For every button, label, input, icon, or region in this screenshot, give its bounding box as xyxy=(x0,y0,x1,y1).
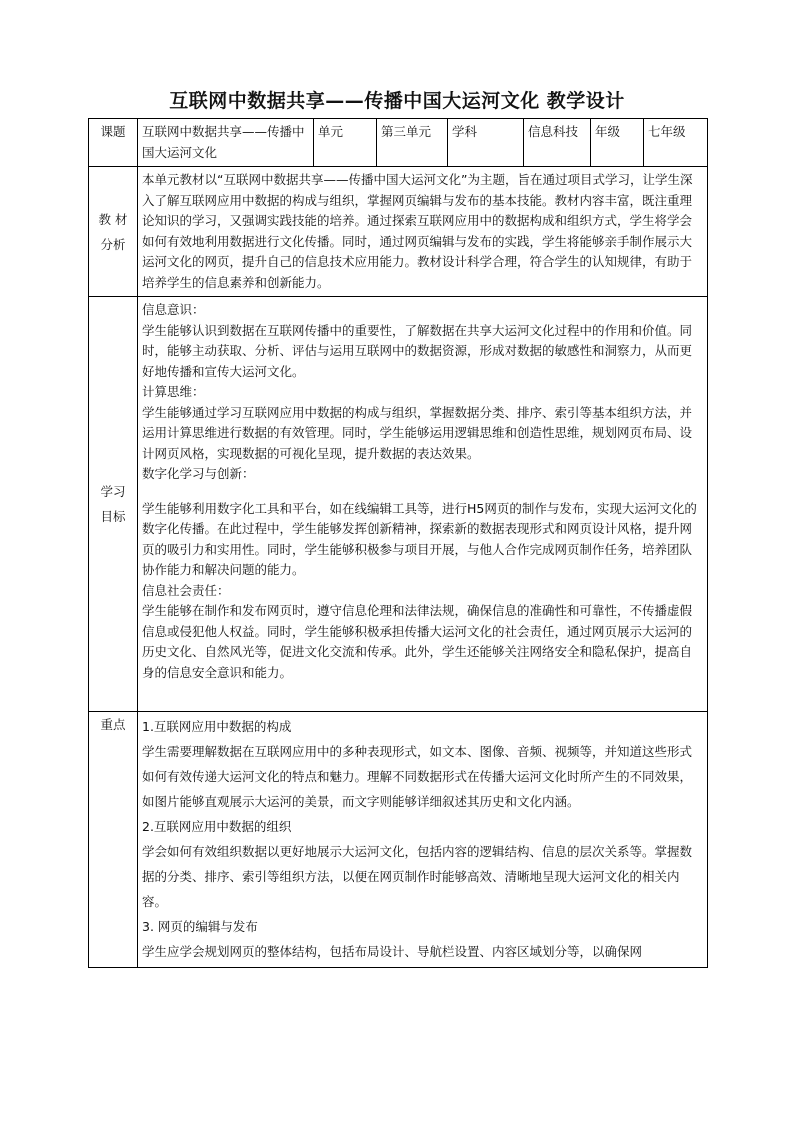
key-point-1-text: 学生需要理解数据在互联网应用中的多种表现形式，如文本、图像、音频、视频等，并知道这些形式如何有效传递大运河文化的特点和魅力。理解不同数据形式在传播大运河文化时所产生的不同效果，如图片能够直观展示大运河的美景，而文字则能够详细叙述其历史和文化内涵。 xyxy=(142,744,693,809)
key-points-row xyxy=(89,712,708,968)
goal-info-awareness-text: 学生能够认识到数据在互联网传播中的重要性，了解数据在共享大运河文化过程中的作用和价值。同时，能够主动获取、分析、评估与运用互联网中的数据资源，形成对数据的敏感性和洞察力，从而更好地传播和宣传大运河文化。 xyxy=(142,322,693,379)
key-point-3-text: 学生应学会规划网页的整体结构，包括布局设计、导航栏设置、内容区域划分等，以确保网 xyxy=(142,944,643,959)
goal-computational-thinking-text: 学生能够通过学习互联网应用中数据的构成与组织，掌握数据分类、排序、索引等基本组织方法，并运用计算思维进行数据的有效管理。同时，学生能够运用逻辑思维和创造性思维，规划网页布局、设计网页风格，实现数据的可视化呈现，提升数据的表达效果。 xyxy=(142,404,693,461)
page-title: 互联网中数据共享——传播中国大运河文化 教学设计 xyxy=(169,90,625,112)
header-row xyxy=(89,119,708,167)
goal-info-awareness-title: 信息意识： xyxy=(142,302,205,317)
goals-row xyxy=(89,297,708,712)
goal-social-responsibility-text: 学生能够在制作和发布网页时，遵守信息伦理和法律法规，确保信息的准确性和可靠性，不传播虚假信息或侵犯他人权益。同时，学生能够积极承担传播大运河文化的社会责任，通过网页展示大运河的历史文化、自然风光等，促进文化交流和传承。此外，学生还能够关注网络安全和隐私保护，提高自身的信息安全意识和能力。 xyxy=(142,603,693,680)
goal-digital-learning-title: 数字化学习与创新： xyxy=(142,466,255,481)
grade-value: 七年级 xyxy=(644,119,708,167)
material-label: 教 材 分析 xyxy=(98,211,128,252)
material-paragraph: 本单元教材以“互联网中数据共享——传播中国大运河文化”为主题，旨在通过项目式学习，让学生深入了解互联网应用中数据的构成与组织，掌握网页编辑与发布的基本技能。教材内容丰富，既注重理论知识的学习，又强调实践技能的培养。通过探索互联网应用中的数据构成和组织方式，学生将学会如何有效地利用数据进行文化传播。同时，通过网页编辑与发布的实践，学生将能够亲手制作展示大运河文化的网页，提升自己的信息技术应用能力。教材设计科学合理，符合学生的认知规律，有助于培养学生的信息素养和创新能力。 xyxy=(142,172,693,290)
unit-label: 单元 xyxy=(314,119,377,167)
goal-computational-thinking-title: 计算思维： xyxy=(142,384,205,399)
key-point-1-title: 1.互联网应用中数据的构成 xyxy=(142,719,292,734)
goals-label: 学习 目标 xyxy=(100,484,126,524)
goals-content xyxy=(138,297,708,712)
topic-value: 互联网中数据共享——传播中国大运河文化 xyxy=(138,119,314,167)
key-label: 重点 xyxy=(89,712,138,968)
goal-social-responsibility-title: 信息社会责任： xyxy=(142,582,230,598)
subject-value: 信息科技 xyxy=(524,119,591,167)
subject-label: 学科 xyxy=(448,119,524,167)
goal-digital-learning-text: 学生能够利用数字化工具和平台，如在线编辑工具等，进行H5网页的制作与发布，实现大运河文化的数字化传播。在此过程中，学生能够发挥创新精神，探索新的数据表现形式和网页设计风格，提升网页的吸引力和实用性。同时，学生能够积极参与项目开展，与他人合作完成网页制作任务，培养团队协作能力和解决问题的能力。 xyxy=(142,500,697,577)
key-point-2-title: 2.互联网应用中数据的组织 xyxy=(142,819,292,834)
key-point-2-text: 学会如何有效组织数据以更好地展示大运河文化，包括内容的逻辑结构、信息的层次关系等。掌握数据的分类、排序、索引等组织方法，以便在网页制作时能够高效、清晰地呈现大运河文化的相关内容。 xyxy=(142,844,693,909)
material-text xyxy=(138,167,708,297)
lesson-plan-table xyxy=(88,118,708,968)
unit-value: 第三单元 xyxy=(377,119,448,167)
goals-label-cell xyxy=(89,297,138,712)
material-label-cell xyxy=(89,167,138,297)
key-point-3-title: 3. 网页的编辑与发布 xyxy=(142,919,258,934)
key-content xyxy=(138,712,708,968)
material-row xyxy=(89,167,708,297)
grade-label: 年级 xyxy=(591,119,644,167)
topic-label: 课题 xyxy=(89,119,138,167)
